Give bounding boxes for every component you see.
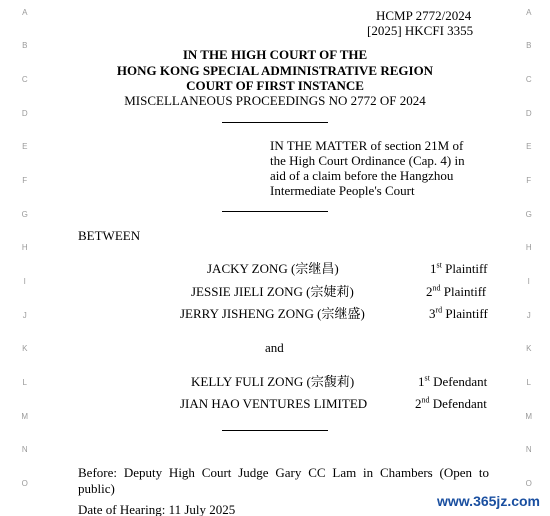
- party-role: 3rd Plaintiff: [429, 305, 488, 321]
- margin-letter: H: [525, 243, 533, 252]
- matter-line-1: IN THE MATTER of section 21M of: [270, 138, 464, 153]
- party-name: JIAN HAO VENTURES LIMITED: [180, 396, 368, 411]
- margin-letter: J: [22, 311, 28, 320]
- margin-letter: G: [21, 210, 29, 219]
- margin-letter: A: [22, 8, 28, 17]
- party-role: 2nd Defendant: [415, 395, 487, 411]
- margin-letter: B: [22, 41, 28, 50]
- margin-letter: N: [21, 445, 29, 454]
- margin-letter: H: [21, 243, 29, 252]
- party-name: JERRY JISHENG ZONG (宗继盛): [180, 306, 365, 321]
- court-heading-line-2: HONG KONG SPECIAL ADMINISTRATIVE REGION: [116, 63, 434, 78]
- party-name: JACKY ZONG (宗继昌): [207, 261, 339, 276]
- site-watermark: www.365jz.com: [433, 492, 544, 510]
- court-heading-line-1: IN THE HIGH COURT OF THE: [182, 47, 368, 62]
- party-name: JESSIE JIELI ZONG (宗婕莉): [191, 284, 354, 299]
- margin-letter: K: [22, 344, 28, 353]
- before-judge-text: Before: Deputy High Court Judge Gary CC Lam in Chambers (Open to public): [78, 465, 489, 496]
- margin-letter: D: [21, 109, 29, 118]
- party-role: 1st Defendant: [418, 373, 488, 389]
- margin-letter: F: [22, 176, 28, 185]
- margin-letter: L: [22, 378, 28, 387]
- margin-letter: O: [21, 479, 29, 488]
- between-label: BETWEEN: [78, 228, 141, 243]
- margin-letter: G: [525, 210, 533, 219]
- margin-letter: M: [21, 412, 29, 421]
- margin-letter: M: [525, 412, 533, 421]
- margin-letter: J: [526, 311, 532, 320]
- margin-letter: N: [525, 445, 533, 454]
- margin-letter: O: [525, 479, 533, 488]
- divider-line: [222, 430, 328, 431]
- matter-line-4: Intermediate People's Court: [270, 183, 415, 198]
- proceedings-number: MISCELLANEOUS PROCEEDINGS NO 2772 OF 2024: [124, 93, 426, 108]
- court-heading-line-3: COURT OF FIRST INSTANCE: [186, 78, 364, 93]
- divider-line: [222, 211, 328, 212]
- margin-letter: C: [21, 75, 29, 84]
- margin-letter: K: [526, 344, 532, 353]
- party-role: 2nd Plaintiff: [426, 283, 487, 299]
- action-number: HCMP 2772/2024: [376, 8, 472, 23]
- matter-line-3: aid of a claim before the Hangzhou: [270, 168, 454, 183]
- margin-letter: A: [526, 8, 532, 17]
- margin-letter: D: [525, 109, 533, 118]
- neutral-citation: [2025] HKCFI 3355: [367, 23, 474, 38]
- margin-letter: C: [525, 75, 533, 84]
- matter-line-2: the High Court Ordinance (Cap. 4) in: [270, 153, 465, 168]
- margin-letter: F: [526, 176, 532, 185]
- margin-letter: I: [527, 277, 531, 286]
- margin-letter: L: [526, 378, 532, 387]
- and-label: and: [265, 340, 284, 355]
- margin-letter: E: [22, 142, 28, 151]
- margin-letter: E: [526, 142, 532, 151]
- hearing-date-text: Date of Hearing: 11 July 2025: [78, 502, 236, 516]
- margin-letter: I: [23, 277, 27, 286]
- party-role: 1st Plaintiff: [430, 260, 488, 276]
- margin-letter: B: [526, 41, 532, 50]
- party-name: KELLY FULI ZONG (宗馥莉): [191, 374, 355, 389]
- divider-line: [222, 122, 328, 123]
